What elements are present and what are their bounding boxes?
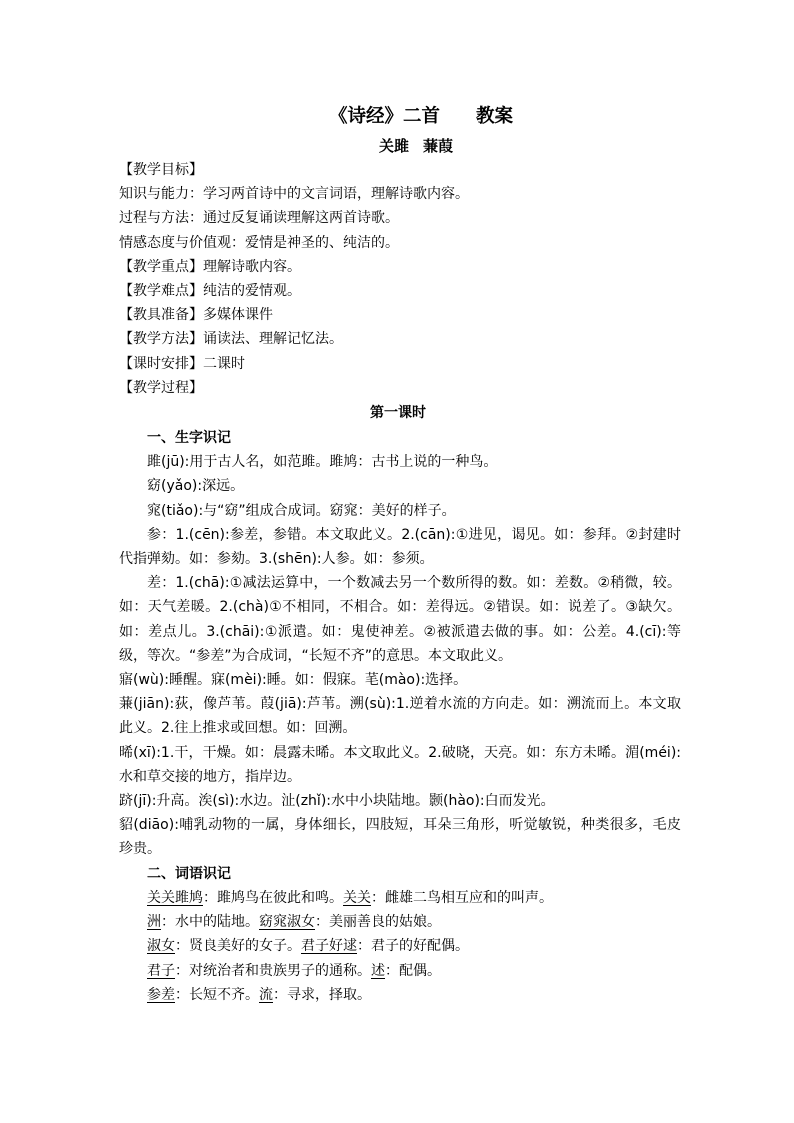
char-entry: 跻(jī):升高。涘(sì):水边。沚(zhǐ):水中小块陆地。颢(hào):白而发光。 (119, 793, 555, 810)
teaching-goals-heading: 【教学目标】 (119, 162, 203, 178)
word-definition: ：雌雄二鸟相互应和的叫声。 (371, 889, 553, 906)
word-term: 君子 (147, 962, 175, 979)
document-subtitle (119, 134, 681, 158)
word-entry (119, 934, 681, 958)
word-term: 淑女 (147, 938, 175, 955)
word-definition: ：君子的好配偶。 (357, 938, 469, 955)
char-entry: 窈(yǎo):深远。 (147, 478, 245, 495)
word-definition: ：寻求，择取。 (273, 986, 371, 1003)
part-one-heading: 一、生字识记 (147, 430, 231, 447)
teaching-method: 【教学方法】诵读法、理解记忆法。 (119, 331, 343, 348)
word-term: 洲 (147, 914, 161, 931)
word-entry (119, 910, 681, 934)
subtitle-poem-1: 关雎 (378, 137, 409, 155)
word-entry (119, 983, 681, 1007)
word-term: 流 (259, 986, 273, 1003)
word-definition: ：水中的陆地。 (161, 914, 259, 931)
word-term: 关关雎鸠 (147, 889, 203, 906)
word-definition: ：对统治者和贵族男子的通称。 (175, 962, 371, 979)
class-schedule: 【课时安排】二课时 (119, 355, 245, 372)
char-entry: 窕(tiǎo):与“窈”组成合成词。窈窕：美好的样子。 (147, 502, 456, 519)
word-entry (119, 959, 681, 983)
word-term: 君子好逑 (301, 938, 357, 955)
part-two-heading: 二、词语识记 (147, 865, 231, 882)
char-entry: 晞(xī):1.干，干燥。如：晨露未晞。本文取此义。2.破晓，天亮。如：东方未晞。湄(méi):水和草交接的地方，指岸边。 (119, 744, 681, 785)
word-definition: ：长短不齐。 (175, 986, 259, 1003)
char-entry: 参：1.(cēn):参差，参错。本文取此义。2.(cān):①进见，谒见。如：参拜。②封建时代指弹劾。如：参劾。3.(shēn):人参。如：参须。 (119, 526, 681, 568)
document-page (119, 104, 681, 1007)
word-entry (119, 886, 681, 910)
title-suffix: 教案 (476, 106, 514, 127)
word-definition: ：雎鸠鸟在彼此和鸣。 (203, 889, 343, 906)
char-entry: 雎(jū):用于古人名，如范雎。雎鸠：古书上说的一种鸟。 (147, 454, 498, 471)
word-term: 述 (371, 962, 385, 979)
teaching-process-heading: 【教学过程】 (119, 379, 203, 396)
lesson-one-heading: 第一课时 (370, 405, 426, 422)
char-entry: 貂(diāo):哺乳动物的一属，身体细长，四肢短，耳朵三角形，听觉敏锐，种类很多，毛皮珍贵。 (119, 817, 681, 858)
word-definition: ：美丽善良的姑娘。 (315, 914, 441, 931)
goal-knowledge: 知识与能力：学习两首诗中的文言词语，理解诗歌内容。 (119, 186, 469, 203)
char-entry: 差：1.(chā):①减法运算中，一个数减去另一个数所得的数。如：差数。②稍微，较。如：天气差暖。2.(chà)①不相同，不相合。如：差得远。②错误。如：说差了。③缺欠。如：差点儿。3.(chāi):①派遣。如：鬼使神差。②被派遣去做的事。如：公差。4.(cī):等级，等次。“参差”为合成词，“长短不齐”的意思。本文取此义。 (119, 575, 681, 664)
char-entry: 蒹(jiān):荻，像芦苇。葭(jiā):芦苇。溯(sù):1.逆着水流的方向走。如：溯流而上。本文取此义。2.往上推求或回想。如：回溯。 (119, 696, 681, 737)
teaching-difficulty: 【教学难点】纯洁的爱情观。 (119, 283, 301, 300)
teaching-tools: 【教具准备】多媒体课件 (119, 307, 273, 324)
word-term: 关关 (343, 889, 371, 906)
teaching-focus: 【教学重点】理解诗歌内容。 (119, 258, 301, 275)
document-title (119, 104, 681, 130)
goal-process: 过程与方法：通过反复诵读理解这两首诗歌。 (119, 210, 399, 227)
word-definition: ：配偶。 (385, 962, 441, 979)
word-term: 窈窕淑女 (259, 914, 315, 931)
word-term: 参差 (147, 986, 175, 1003)
word-definition: ：贤良美好的女子。 (175, 938, 301, 955)
title-main: 《诗经》二首 (328, 106, 440, 127)
char-entry: 寤(wù):睡醒。寐(mèi):睡。如：假寐。芼(mào):选择。 (119, 672, 468, 689)
goal-emotion: 情感态度与价值观：爱情是神圣的、纯洁的。 (119, 234, 399, 251)
subtitle-poem-2: 蒹葭 (423, 137, 454, 155)
